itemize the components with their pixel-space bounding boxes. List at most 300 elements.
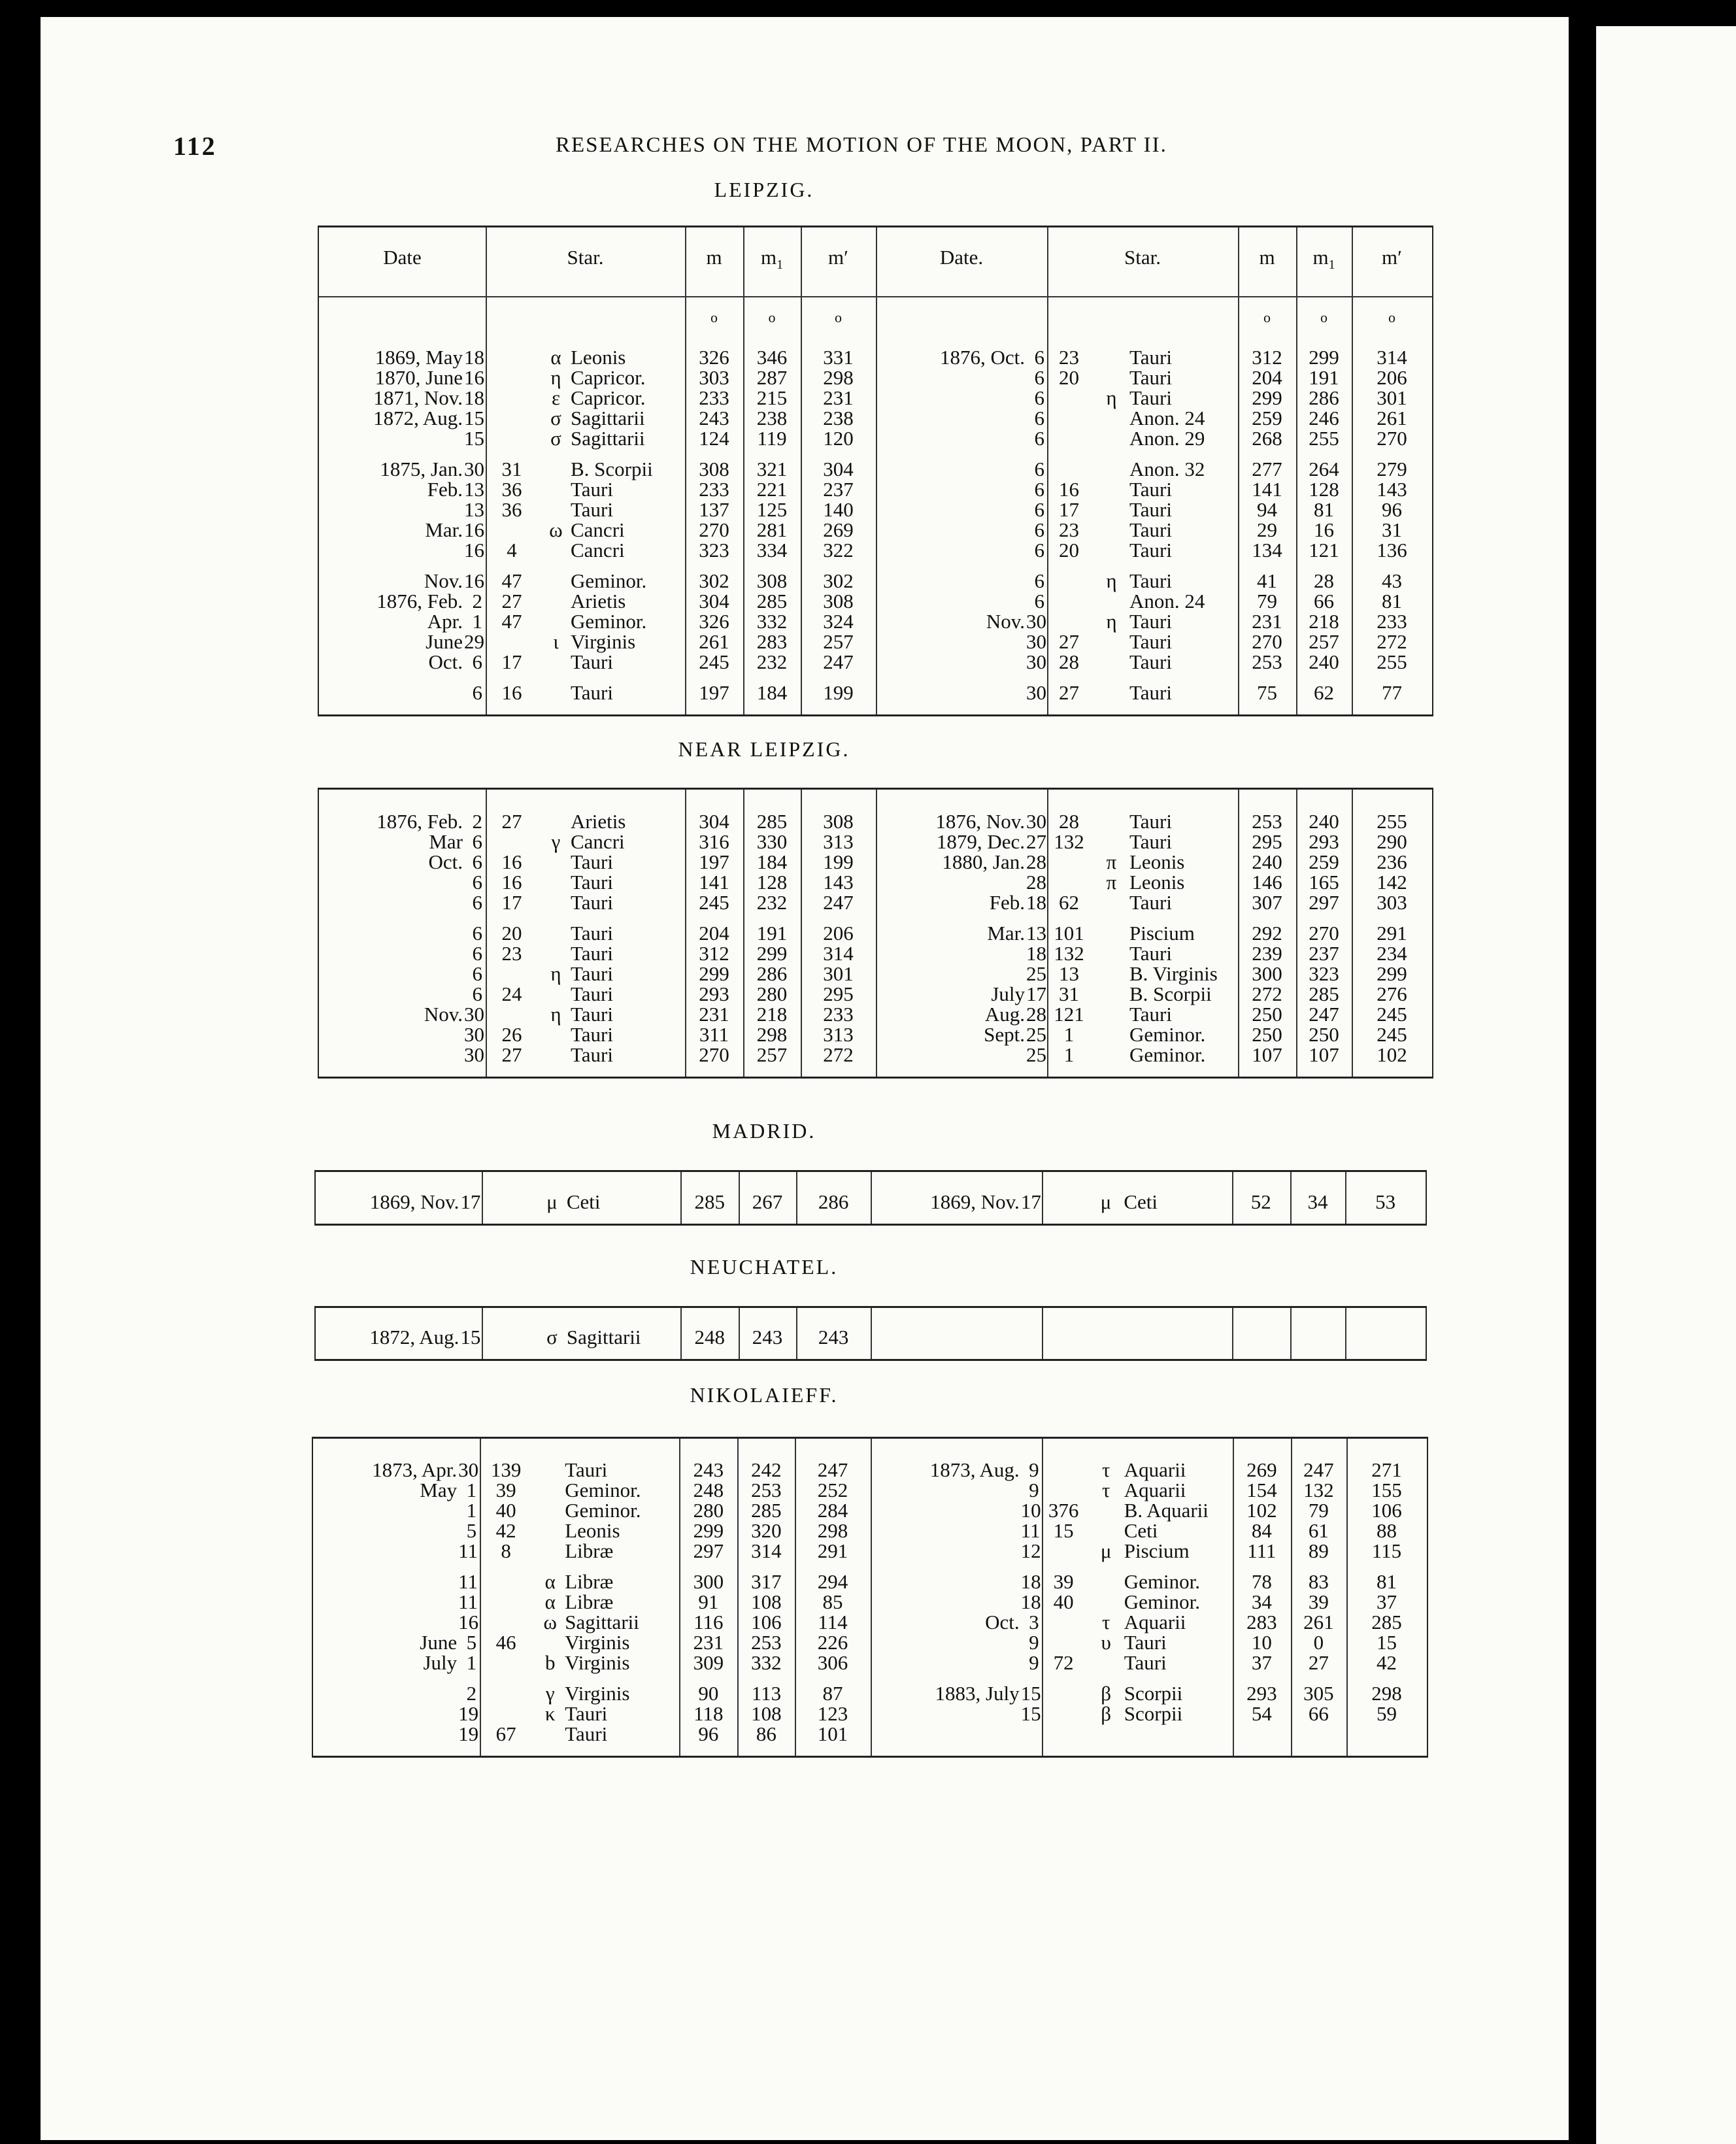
row-m: 308 (699, 458, 729, 480)
row-m-prime: 226 (817, 1631, 848, 1654)
row-day: 11 (458, 1590, 478, 1613)
row-day: 19 (458, 1722, 479, 1745)
row-m: 302 (699, 569, 729, 592)
row-m-prime: 255 (1377, 810, 1407, 833)
row-star-name: Piscium (1129, 922, 1195, 945)
row-m-prime: 233 (1377, 610, 1407, 633)
row-star-greek: η (1106, 569, 1117, 592)
row-day: 6 (472, 871, 482, 894)
row-m: 141 (699, 871, 729, 894)
row-star-name: Tauri (1129, 891, 1172, 914)
row-m1: 28 (1314, 569, 1334, 592)
section-title: LEIPZIG. (714, 178, 814, 201)
row-m1: 314 (751, 1539, 782, 1562)
row-m1: 113 (751, 1682, 782, 1705)
row-m-prime: 123 (817, 1702, 848, 1725)
row-star-greek: η (550, 962, 561, 985)
row-m-prime: 269 (823, 518, 854, 541)
row-m: 204 (699, 922, 729, 945)
degree-mark: o (835, 309, 842, 326)
row-star-name: Tauri (1129, 1003, 1172, 1026)
row-day: 17 (1026, 982, 1046, 1005)
row-star-name: B. Scorpii (571, 458, 653, 480)
row-star-name: Sagittarii (566, 1326, 641, 1348)
row-m: 231 (699, 1003, 729, 1026)
row-star-greek: μ (546, 1190, 558, 1213)
header-m1-subscript: 1 (776, 258, 784, 273)
running-header (0, 131, 1736, 170)
row-m1: 191 (756, 922, 788, 945)
row-m1: 261 (1303, 1611, 1334, 1633)
row-m1: 298 (756, 1023, 788, 1046)
row-day: 30 (464, 1003, 484, 1026)
row-m-prime: 322 (823, 539, 854, 561)
row-day: 6 (1034, 539, 1044, 561)
degree-mark: o (710, 309, 718, 326)
row-star-name: Ceti (566, 1190, 601, 1213)
page-number: 112 (173, 131, 217, 161)
row-m: 268 (1252, 427, 1282, 450)
row-day: 1 (466, 1479, 477, 1501)
header-date: Date (383, 246, 422, 269)
row-star-name: Tauri (571, 478, 613, 501)
row-m: 102 (1246, 1499, 1277, 1522)
row-m: 233 (699, 386, 729, 409)
row-m: 283 (1246, 1611, 1277, 1633)
row-m1: 39 (1308, 1590, 1329, 1613)
row-m1: 317 (751, 1570, 782, 1593)
row-month: July (423, 1651, 458, 1674)
row-m-prime: 143 (823, 871, 854, 894)
row-m-prime: 102 (1377, 1043, 1407, 1066)
row-day: 10 (1020, 1499, 1041, 1522)
row-m1: 330 (756, 830, 788, 853)
row-star-number: 16 (501, 850, 522, 873)
row-star-greek: η (550, 366, 561, 389)
row-m-prime: 252 (817, 1479, 848, 1501)
row-star-number: 27 (501, 810, 522, 833)
column-rule (1042, 1308, 1043, 1359)
header-m-prime: m′ (828, 246, 848, 269)
row-month: Oct. (985, 1611, 1020, 1633)
row-m1: 253 (751, 1479, 782, 1501)
row-m1: 281 (756, 518, 788, 541)
row-star-name: Tauri (571, 982, 613, 1005)
row-month: Nov. (424, 569, 463, 592)
row-m1: 218 (1309, 610, 1339, 633)
row-day: 18 (1026, 942, 1046, 965)
row-m-prime: 15 (1376, 1631, 1397, 1654)
row-star-name: Piscium (1124, 1539, 1190, 1562)
row-m-prime: 290 (1377, 830, 1407, 853)
row-m: 309 (693, 1651, 724, 1674)
row-month: 1869, May (375, 346, 463, 369)
row-m: 10 (1251, 1631, 1272, 1654)
row-day: 6 (1034, 407, 1044, 429)
row-m-prime: 303 (1377, 891, 1407, 914)
row-day: 18 (1026, 891, 1046, 914)
row-star-name: Tauri (571, 891, 613, 914)
row-m-prime: 302 (823, 569, 854, 592)
row-star-number: 376 (1048, 1499, 1079, 1522)
row-m1: 215 (756, 386, 788, 409)
row-star-number: 13 (1059, 962, 1079, 985)
row-m-prime: 308 (823, 810, 854, 833)
row-m1: 108 (751, 1702, 782, 1725)
row-star-name: Capricor. (571, 386, 646, 409)
row-star-name: Tauri (565, 1458, 608, 1481)
row-m1: 125 (756, 498, 788, 521)
row-day: 16 (458, 1611, 479, 1633)
row-star-name: Cancri (571, 830, 625, 853)
row-m1: 334 (756, 539, 788, 561)
row-star-name: Geminor. (565, 1479, 641, 1501)
row-m1: 66 (1308, 1702, 1329, 1725)
row-star-name: Anon. 32 (1129, 458, 1205, 480)
row-star-greek: σ (550, 427, 561, 450)
column-rule (871, 1439, 872, 1756)
row-star-name: Tauri (565, 1702, 608, 1725)
row-m1: 106 (751, 1611, 782, 1633)
row-star-name: Tauri (1129, 539, 1172, 561)
row-m-prime: 231 (823, 386, 854, 409)
row-m1: 238 (756, 407, 788, 429)
row-day: 18 (464, 346, 484, 369)
row-m: 312 (699, 942, 729, 965)
row-m1: 243 (752, 1326, 783, 1348)
row-m: 297 (693, 1539, 724, 1562)
row-star-name: Leonis (565, 1519, 620, 1542)
row-star-name: Tauri (571, 1043, 613, 1066)
row-day: 6 (1034, 478, 1044, 501)
row-star-number: 17 (501, 650, 522, 673)
row-m: 326 (699, 610, 729, 633)
row-m1: 218 (756, 1003, 788, 1026)
row-m1: 270 (1309, 922, 1339, 945)
row-star-name: Virginis (571, 630, 636, 653)
row-star-name: Tauri (1124, 1651, 1167, 1674)
row-star-name: Virginis (565, 1631, 630, 1654)
row-m: 326 (699, 346, 729, 369)
row-day: 30 (1026, 610, 1046, 633)
row-m: 84 (1251, 1519, 1272, 1542)
row-m: 197 (699, 681, 729, 704)
row-star-name: Arietis (571, 810, 626, 833)
row-star-number: 72 (1053, 1651, 1074, 1674)
page-title: RESEARCHES ON THE MOTION OF THE MOON, PART II. (556, 133, 1167, 157)
degree-mark: o (1320, 309, 1327, 326)
row-m: 231 (1252, 610, 1282, 633)
row-m: 52 (1250, 1190, 1271, 1213)
row-m-prime: 53 (1375, 1190, 1396, 1213)
section-title: NEAR LEIPZIG. (678, 737, 850, 761)
row-star-name: Aquarii (1124, 1458, 1186, 1481)
column-rule (1290, 1308, 1292, 1359)
row-star-name: Tauri (571, 1023, 613, 1046)
row-star-name: Geminor. (1124, 1590, 1200, 1613)
row-star-greek: α (550, 346, 561, 369)
row-m-prime: 284 (817, 1499, 848, 1522)
row-day: 6 (472, 982, 482, 1005)
row-month: 1883, July (935, 1682, 1020, 1705)
row-m-prime: 298 (823, 366, 854, 389)
row-m1: 83 (1308, 1570, 1329, 1593)
row-m: 300 (1252, 962, 1282, 985)
row-m: 116 (693, 1611, 724, 1633)
row-m-prime: 301 (1377, 386, 1407, 409)
row-star-name: B. Virginis (1129, 962, 1218, 985)
header-m-right: m (1259, 246, 1275, 269)
column-rule (482, 1172, 483, 1224)
column-rule (480, 1439, 481, 1756)
row-day: 1 (472, 610, 482, 633)
row-m-prime: 142 (1377, 871, 1407, 894)
row-star-name: Ceti (1124, 1190, 1158, 1213)
row-star-name: Tauri (1129, 810, 1172, 833)
row-star-number: 20 (1059, 539, 1079, 561)
observation-table (318, 226, 1433, 716)
row-m: 292 (1252, 922, 1282, 945)
row-m: 280 (693, 1499, 724, 1522)
row-star-name: Geminor. (571, 569, 647, 592)
row-month: 1873, Apr. (372, 1458, 458, 1481)
row-m: 293 (699, 982, 729, 1005)
row-star-name: Arietis (571, 590, 626, 612)
row-month: 1869, Nov. (930, 1190, 1020, 1213)
row-m1: 321 (756, 458, 788, 480)
header-m: m (706, 246, 722, 269)
row-star-number: 27 (501, 590, 522, 612)
row-star-number: 36 (501, 478, 522, 501)
row-m-prime: 59 (1376, 1702, 1397, 1725)
row-m-prime: 236 (1377, 850, 1407, 873)
row-m-prime: 140 (823, 498, 854, 521)
row-star-name: Anon. 29 (1129, 427, 1205, 450)
row-m-prime: 304 (823, 458, 854, 480)
row-day: 30 (464, 1043, 484, 1066)
row-m-prime: 270 (1377, 427, 1407, 450)
row-month: 1876, Feb. (376, 590, 463, 612)
row-m1: 232 (756, 891, 788, 914)
row-m-prime: 143 (1377, 478, 1407, 501)
row-star-number: 101 (1054, 922, 1084, 945)
column-rule (486, 790, 487, 1077)
row-m: 118 (693, 1702, 724, 1725)
row-day: 11 (1020, 1519, 1041, 1542)
row-day: 15 (460, 1326, 481, 1348)
row-m1: 16 (1314, 518, 1334, 541)
row-star-number: 39 (495, 1479, 516, 1501)
row-m1: 0 (1313, 1631, 1324, 1654)
row-m1: 293 (1309, 830, 1339, 853)
row-day: 15 (464, 407, 484, 429)
row-m1: 61 (1308, 1519, 1329, 1542)
row-star-greek: μ (1100, 1190, 1112, 1213)
row-m1: 246 (1309, 407, 1339, 429)
row-m1: 287 (756, 366, 788, 389)
row-m-prime: 120 (823, 427, 854, 450)
row-m: 259 (1252, 407, 1282, 429)
row-m1: 332 (756, 610, 788, 633)
row-day: 28 (1026, 871, 1046, 894)
row-day: 16 (464, 569, 484, 592)
row-star-name: Tauri (571, 942, 613, 965)
row-m: 111 (1247, 1539, 1277, 1562)
row-m: 250 (1252, 1023, 1282, 1046)
row-m: 134 (1252, 539, 1282, 561)
column-rule (1042, 1172, 1043, 1224)
row-m: 240 (1252, 850, 1282, 873)
row-m-prime: 115 (1371, 1539, 1402, 1562)
row-m: 197 (699, 850, 729, 873)
row-star-greek: α (544, 1590, 556, 1613)
row-m: 245 (699, 650, 729, 673)
row-m-prime: 234 (1377, 942, 1407, 965)
row-star-number: 139 (490, 1458, 522, 1481)
row-m-prime: 243 (818, 1326, 849, 1348)
row-month: 1872, Aug. (373, 407, 463, 429)
row-m: 270 (699, 518, 729, 541)
row-m1: 62 (1314, 681, 1334, 704)
row-month: 1875, Jan. (380, 458, 463, 480)
row-star-name: Tauri (1129, 610, 1172, 633)
row-day: 6 (472, 891, 482, 914)
row-day: 18 (464, 386, 484, 409)
row-m-prime: 299 (1377, 962, 1407, 985)
row-m-prime: 233 (823, 1003, 854, 1026)
row-star-name: B. Aquarii (1124, 1499, 1209, 1522)
row-month: Oct. (428, 650, 463, 673)
row-m-prime: 314 (823, 942, 854, 965)
row-m-prime: 286 (818, 1190, 849, 1213)
row-month: 1872, Aug. (369, 1326, 459, 1348)
row-day: 28 (1026, 850, 1046, 873)
row-star-name: Virginis (565, 1651, 630, 1674)
row-month: Nov. (986, 610, 1025, 633)
row-day: 18 (1020, 1590, 1041, 1613)
row-m1: 285 (756, 810, 788, 833)
row-m-prime: 31 (1382, 518, 1402, 541)
row-m1: 267 (752, 1190, 783, 1213)
row-m1: 27 (1308, 1651, 1329, 1674)
column-rule (1345, 1308, 1346, 1359)
row-m1: 242 (751, 1458, 782, 1481)
row-m: 270 (699, 1043, 729, 1066)
row-star-name: Tauri (1129, 630, 1172, 653)
row-day: 30 (1026, 810, 1046, 833)
row-star-number: 23 (1059, 346, 1079, 369)
row-star-number: 31 (501, 458, 522, 480)
row-m-prime: 272 (1377, 630, 1407, 653)
row-star-number: 46 (495, 1631, 516, 1654)
row-m1: 332 (751, 1651, 782, 1674)
row-m1: 285 (1309, 982, 1339, 1005)
row-m-prime: 291 (1377, 922, 1407, 945)
row-star-name: Geminor. (565, 1499, 641, 1522)
row-star-number: 31 (1059, 982, 1079, 1005)
row-day: 6 (1034, 386, 1044, 409)
row-m-prime: 237 (823, 478, 854, 501)
row-m: 124 (699, 427, 729, 450)
row-m1: 299 (1309, 346, 1339, 369)
row-star-name: Geminor. (571, 610, 647, 633)
row-m1: 320 (751, 1519, 782, 1542)
row-star-number: 17 (501, 891, 522, 914)
row-m1: 285 (751, 1499, 782, 1522)
header-star: Star. (567, 246, 604, 269)
row-day: 30 (464, 458, 484, 480)
row-day: 16 (464, 518, 484, 541)
row-m: 248 (694, 1326, 725, 1348)
row-star-name: Tauri (571, 922, 613, 945)
row-m: 146 (1252, 871, 1282, 894)
row-star-name: Tauri (565, 1722, 608, 1745)
row-month: Apr. (427, 610, 463, 633)
row-m: 299 (693, 1519, 724, 1542)
row-star-number: 17 (1059, 498, 1079, 521)
row-star-name: Scorpii (1124, 1702, 1183, 1725)
degree-mark: o (1388, 309, 1395, 326)
row-day: 9 (1029, 1458, 1039, 1481)
row-star-name: Libræ (565, 1539, 614, 1562)
row-star-name: Virginis (565, 1682, 630, 1705)
row-m-prime: 313 (823, 830, 854, 853)
row-day: 11 (458, 1570, 478, 1593)
row-m-prime: 294 (817, 1570, 848, 1593)
row-m1: 165 (1309, 871, 1339, 894)
row-m1: 79 (1308, 1499, 1329, 1522)
row-m1: 247 (1309, 1003, 1339, 1026)
row-month: 1871, Nov. (373, 386, 463, 409)
row-star-name: Sagittarii (565, 1611, 639, 1633)
row-star-name: Tauri (571, 498, 613, 521)
row-m-prime: 272 (823, 1043, 854, 1066)
row-star-name: Tauri (1124, 1631, 1167, 1654)
row-star-greek: ι (553, 630, 559, 653)
row-day: 12 (1020, 1539, 1041, 1562)
row-m-prime: 301 (823, 962, 854, 985)
row-m-prime: 106 (1371, 1499, 1402, 1522)
row-m1: 264 (1309, 458, 1339, 480)
row-m-prime: 279 (1377, 458, 1407, 480)
row-star-greek: η (1106, 386, 1117, 409)
row-star-name: Tauri (1129, 650, 1172, 673)
row-m-prime: 101 (817, 1722, 848, 1745)
row-m: 91 (698, 1590, 719, 1613)
row-star-greek: η (1106, 610, 1117, 633)
row-star-number: 16 (1059, 478, 1079, 501)
row-day: 6 (472, 922, 482, 945)
row-m: 96 (698, 1722, 719, 1745)
row-star-number: 28 (1059, 650, 1079, 673)
row-m-prime: 85 (822, 1590, 843, 1613)
row-m: 107 (1252, 1043, 1282, 1066)
row-m: 304 (699, 590, 729, 612)
row-m1: 108 (751, 1590, 782, 1613)
row-month: May (420, 1479, 458, 1501)
row-m: 75 (1257, 681, 1277, 704)
row-star-number: 20 (1059, 366, 1079, 389)
row-star-name: Tauri (571, 850, 613, 873)
row-m-prime: 37 (1376, 1590, 1397, 1613)
row-star-greek: γ (551, 830, 561, 853)
row-month: 1870, June (375, 366, 463, 389)
row-month: 1876, Feb. (376, 810, 463, 833)
row-star-name: Capricor. (571, 366, 646, 389)
row-day: 6 (1034, 366, 1044, 389)
row-star-name: Tauri (571, 650, 613, 673)
row-m1: 119 (757, 427, 787, 450)
